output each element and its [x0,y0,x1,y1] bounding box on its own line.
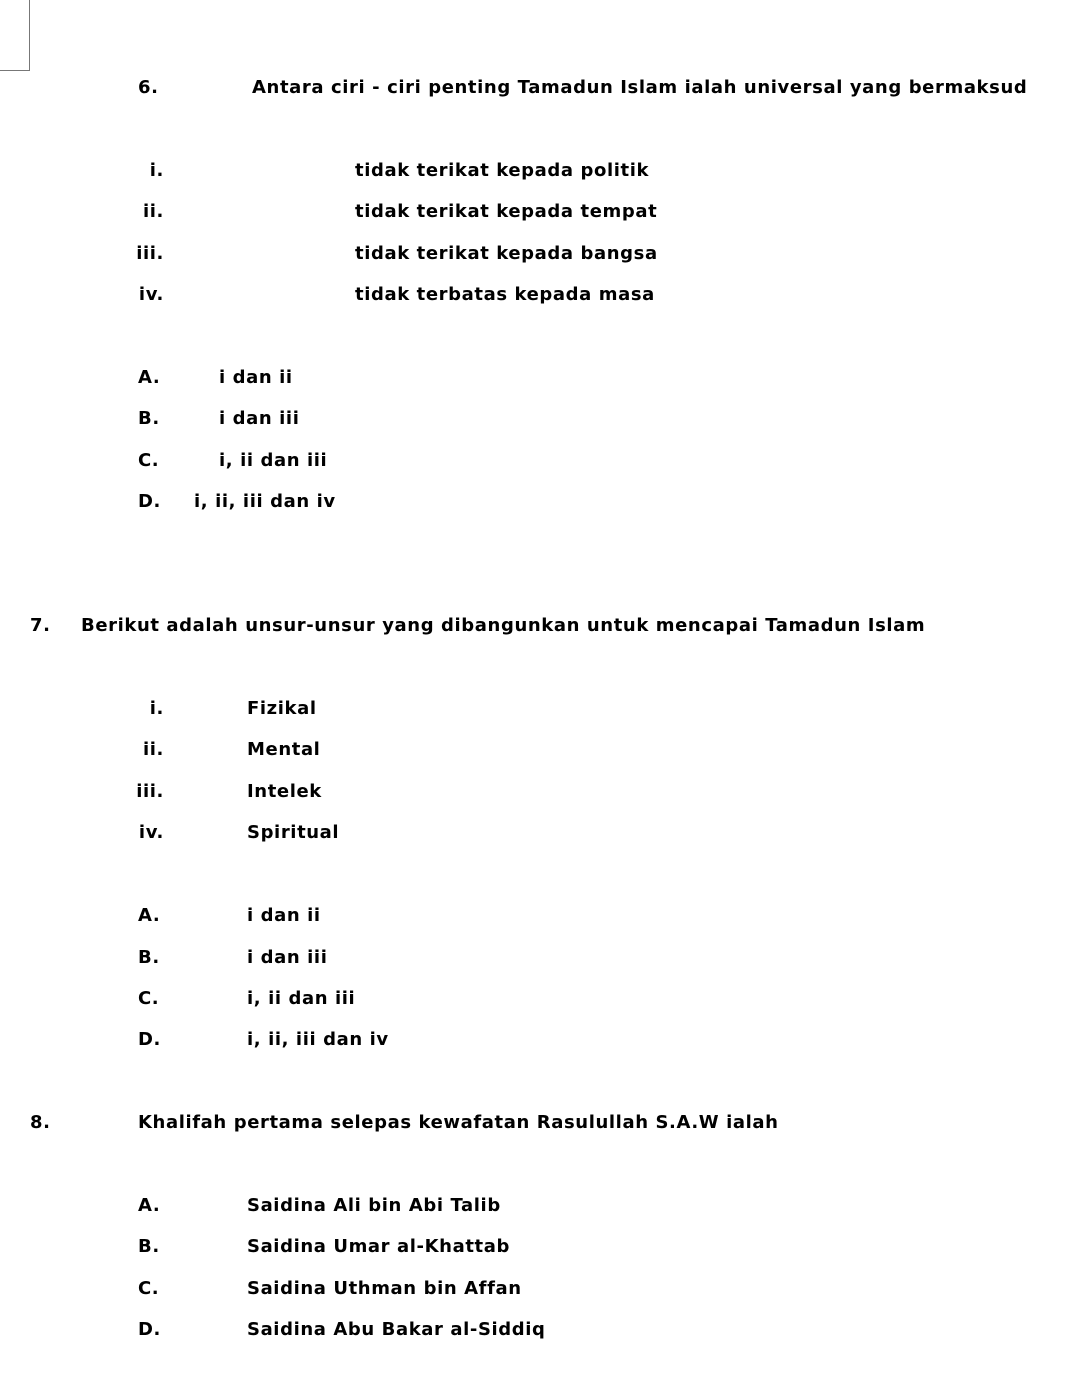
item-text: Spiritual [247,822,340,843]
question-number: 7. [30,615,51,636]
option-text: i, ii, iii dan iv [247,1029,389,1050]
option-text: i, ii, iii dan iv [194,491,336,512]
option-text: i dan iii [247,947,328,968]
option-text: Saidina Uthman bin Affan [247,1278,522,1299]
option-letter: A. [138,367,161,388]
option-text: i dan ii [247,905,321,926]
option-text: Saidina Ali bin Abi Talib [247,1195,501,1216]
option-text: i, ii dan iii [247,988,356,1009]
item-numeral: iv. [138,284,164,305]
item-numeral: ii. [143,201,164,222]
option-letter: C. [138,988,160,1009]
item-text: tidak terikat kepada bangsa [355,243,658,264]
item-numeral: i. [149,698,164,719]
item-text: Mental [247,739,321,760]
option-text: i dan ii [219,367,293,388]
option-text: Saidina Abu Bakar al-Siddiq [247,1319,546,1340]
page-corner-mark [0,0,30,71]
option-letter: A. [138,905,161,926]
item-numeral: ii. [143,739,164,760]
option-letter: B. [138,947,160,968]
item-text: tidak terikat kepada tempat [355,201,658,222]
option-letter: D. [138,1029,161,1050]
item-text: Intelek [247,781,322,802]
item-numeral: i. [149,160,164,181]
item-text: tidak terbatas kepada masa [355,284,655,305]
option-text: i, ii dan iii [219,450,328,471]
option-letter: C. [138,1278,160,1299]
item-numeral: iii. [136,243,164,264]
item-text: tidak terikat kepada politik [355,160,650,181]
question-text: Khalifah pertama selepas kewafatan Rasulullah S.A.W ialah [138,1112,779,1133]
option-letter: B. [138,1236,160,1257]
option-letter: A. [138,1195,161,1216]
option-text: i dan iii [219,408,300,429]
option-letter: D. [138,1319,161,1340]
option-letter: C. [138,450,160,471]
item-text: Fizikal [247,698,317,719]
question-text: Berikut adalah unsur-unsur yang dibangunkan untuk mencapai Tamadun Islam [81,615,926,636]
option-text: Saidina Umar al-Khattab [247,1236,510,1257]
item-numeral: iii. [136,781,164,802]
question-number: 8. [30,1112,51,1133]
option-letter: B. [138,408,160,429]
question-text: Antara ciri - ciri penting Tamadun Islam ialah universal yang bermaksud [252,77,1028,98]
option-letter: D. [138,491,161,512]
question-number: 6. [138,77,159,98]
item-numeral: iv. [138,822,164,843]
